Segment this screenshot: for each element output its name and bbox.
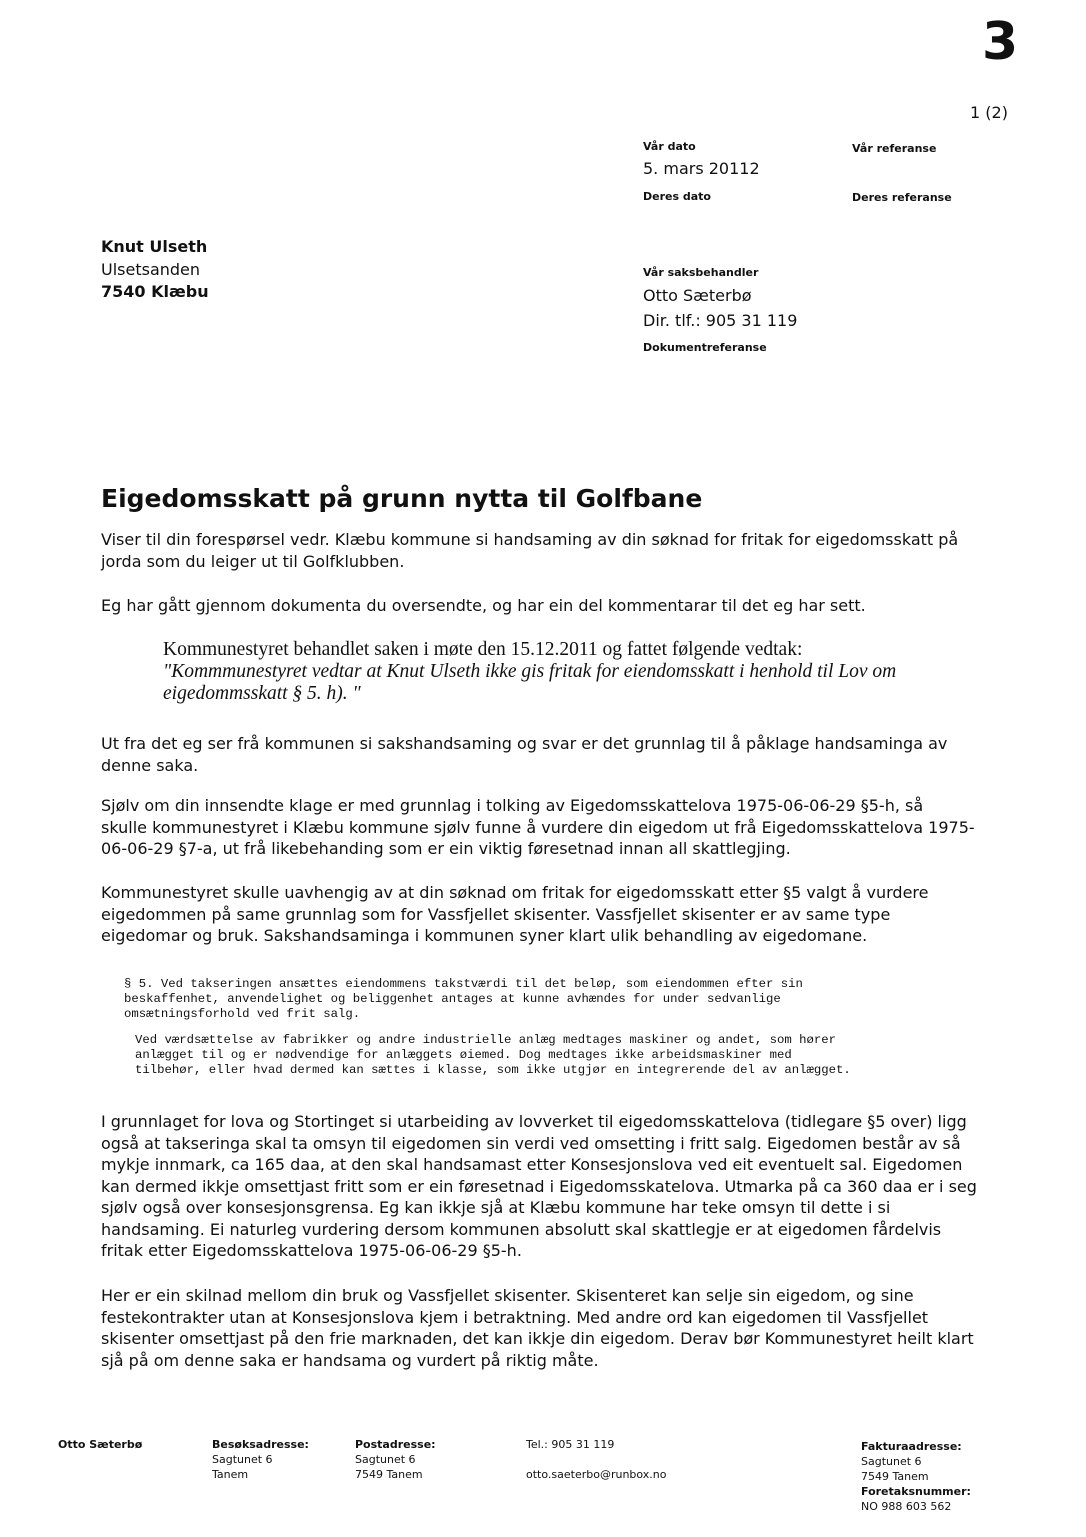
text-line: fritak etter Eigedomsskattelova 1975-06-06-29 §5-h.: [101, 1241, 522, 1260]
address-line: Tanem: [212, 1468, 249, 1481]
footer-contact: [526, 1437, 667, 1482]
case-handler: Otto Sæterbø: [643, 286, 752, 305]
text-line: også at takseringa skal ta omsyn til eigedomen sin verdi ved omsetting i fritt salg. Eigedomen består av så: [101, 1133, 961, 1153]
quote-line: "Kommmunestyret vedtar at Knut Ulseth ikke gis fritak for eiendomsskatt i henhold til Lov om: [163, 661, 897, 682]
text-line: mykje innmark, ca 165 daa, at den skal handsamast etter Konsesjonslova ved eit eventuelt sal. Eigedomen: [101, 1155, 963, 1174]
email[interactable]: otto.saeterbo@runbox.no: [526, 1468, 667, 1481]
phone: Tel.: 905 31 119: [526, 1438, 615, 1451]
post-address-label: Postadresse:: [355, 1438, 436, 1451]
address-line: Sagtunet 6: [861, 1455, 922, 1468]
org-number-label: Foretaksnummer:: [861, 1485, 971, 1498]
footer-post-address: [355, 1437, 436, 1482]
recipient-postal: 7540 Klæbu: [101, 282, 209, 301]
text-line: skulle kommunestyret i Klæbu kommune sjølv funne å vurdere din eigedom ut frå Eigedomsskattelova 1975-: [101, 817, 975, 837]
document-reference-label: Dokumentreferanse: [643, 341, 767, 354]
quote-line: Kommunestyret behandlet saken i møte den 15.12.2011 og fattet følgende vedtak:: [163, 639, 803, 660]
text-line: skisenter omsettjast på den frie marknaden, det kan ikkje din eigedom. Derav bør Kommunestyret heilt klart: [101, 1329, 974, 1348]
text-line: sjå på om denne saka er handsama og vurdert på riktig måte.: [101, 1350, 599, 1370]
quote-line: eigedommsskatt § 5. h). ": [163, 683, 361, 704]
paragraph-7: [101, 1285, 974, 1371]
our-date-label: Vår dato: [643, 140, 696, 153]
law-line: § 5. Ved takseringen ansættes eiendommens takstværdi til det beløp, som eiendommen efter sin: [124, 977, 803, 991]
footer-visit-address: [212, 1437, 309, 1482]
law-line: anlægget til og er nødvendige for anlæggets øiemed. Dog medtages ikke arbeidsmaskiner med: [135, 1048, 792, 1062]
your-date-label: Deres dato: [643, 190, 711, 203]
text-line: I grunnlaget for lova og Stortinget si utarbeiding av lovverket til eigedomsskattelova (tidlegare §5 over) ligg: [101, 1112, 967, 1131]
handwritten-page-mark: 3: [982, 12, 1019, 72]
recipient-street: Ulsetsanden: [101, 260, 201, 279]
address-line: 7549 Tanem: [355, 1468, 423, 1481]
text-line: Kommunestyret skulle uavhengig av at din søknad om fritak for eigedomsskatt etter §5 valgt å vurdere: [101, 883, 929, 902]
paragraph-3: [101, 733, 947, 776]
case-handler-label: Vår saksbehandler: [643, 266, 759, 279]
letter-title: Eigedomsskatt på grunn nytta til Golfbane: [101, 484, 703, 513]
paragraph-6: [101, 1111, 977, 1262]
address-line: 7549 Tanem: [861, 1470, 929, 1483]
page-number: 1 (2): [970, 103, 1008, 122]
recipient-name: Knut Ulseth: [101, 237, 208, 256]
our-reference-label: Vår referanse: [852, 142, 937, 155]
text-line: jorda som du leiger ut til Golfklubben.: [101, 551, 405, 571]
paragraph-5: [101, 882, 928, 947]
law-line: omsætningsforhold ved frit salg.: [124, 1007, 361, 1021]
visit-address-label: Besøksadresse:: [212, 1438, 309, 1451]
text-line: kan dermed ikkje omsettjast fritt som er ein føresetnad i Eigedomsskatelova. Utmarka på ca 360 daa er i seg: [101, 1176, 977, 1196]
paragraph-4: [101, 795, 975, 860]
address-line: Sagtunet 6: [355, 1453, 416, 1466]
invoice-address-label: Fakturaadresse:: [861, 1440, 962, 1453]
paragraph-1: [101, 529, 958, 572]
text-line: sjølv også over konsesjonsgrensa. Eg kan ikkje sjå at Klæbu kommune har teke omsyn til dette i si: [101, 1198, 891, 1217]
text-line: 06-06-29 §7-a, ut frå likebehanding som er ein viktig føresetnad innan all skattlegjing.: [101, 839, 791, 858]
text-line: Viser til din forespørsel vedr. Klæbu kommune si handsaming av din søknad for fritak for eigedomsskatt på: [101, 530, 959, 549]
council-decision-quote: [163, 639, 896, 705]
footer-invoice-address: [861, 1439, 971, 1514]
your-reference-label: Deres referanse: [852, 191, 952, 204]
text-line: festekontrakter utan at Konsesjonslova kjem i betraktning. Med andre ord kan eigedomen til Vassfjellet: [101, 1307, 929, 1327]
text-line: eigedomar og bruk. Sakshandsaminga i kommunen syner klart ulik behandling av eigedomane.: [101, 926, 868, 945]
direct-phone: Dir. tlf.: 905 31 119: [643, 311, 798, 330]
law-line: Ved værdsættelse av fabrikker og andre industrielle anlæg medtages maskiner og andet, som hører: [135, 1033, 837, 1047]
law-line: tilbehør, eller hvad dermed kan sættes i klasse, som ikke utgjør en integrerende del av anlægget.: [135, 1063, 851, 1077]
text-line: denne saka.: [101, 755, 199, 775]
law-excerpt-main: [124, 977, 803, 1022]
org-number: NO 988 603 562: [861, 1500, 952, 1513]
text-line: Ut fra det eg ser frå kommunen si sakshandsaming og svar er det grunnlag til å påklage handsaminga av: [101, 734, 948, 753]
paragraph-2: [101, 595, 866, 617]
text-line: handsaming. Ei naturleg vurdering dersom kommunen absolutt skal skattlegje er at eigedomen fårdelvis: [101, 1219, 942, 1239]
our-date: 5. mars 20112: [643, 159, 760, 178]
text-line: Eg har gått gjennom dokumenta du oversendte, og har ein del kommentarar til det eg har sett.: [101, 596, 866, 615]
text-line: Sjølv om din innsendte klage er med grunnlag i tolking av Eigedomsskattelova 1975-06-06-29 §5-h, så: [101, 796, 924, 815]
sender-name: Otto Sæterbø: [58, 1438, 143, 1451]
address-line: Sagtunet 6: [212, 1453, 273, 1466]
text-line: eigedommen på same grunnlag som for Vassfjellet skisenter. Vassfjellet skisenter er av same type: [101, 904, 891, 924]
law-line: beskaffenhet, anvendelighet og beliggenhet antages at kunne avhændes for under sedvanlige: [124, 992, 781, 1006]
law-excerpt-sub: [135, 1033, 851, 1078]
text-line: Her er ein skilnad mellom din bruk og Vassfjellet skisenter. Skisenteret kan selje sin eigedom, og sine: [101, 1286, 914, 1305]
footer-name: [58, 1437, 142, 1452]
